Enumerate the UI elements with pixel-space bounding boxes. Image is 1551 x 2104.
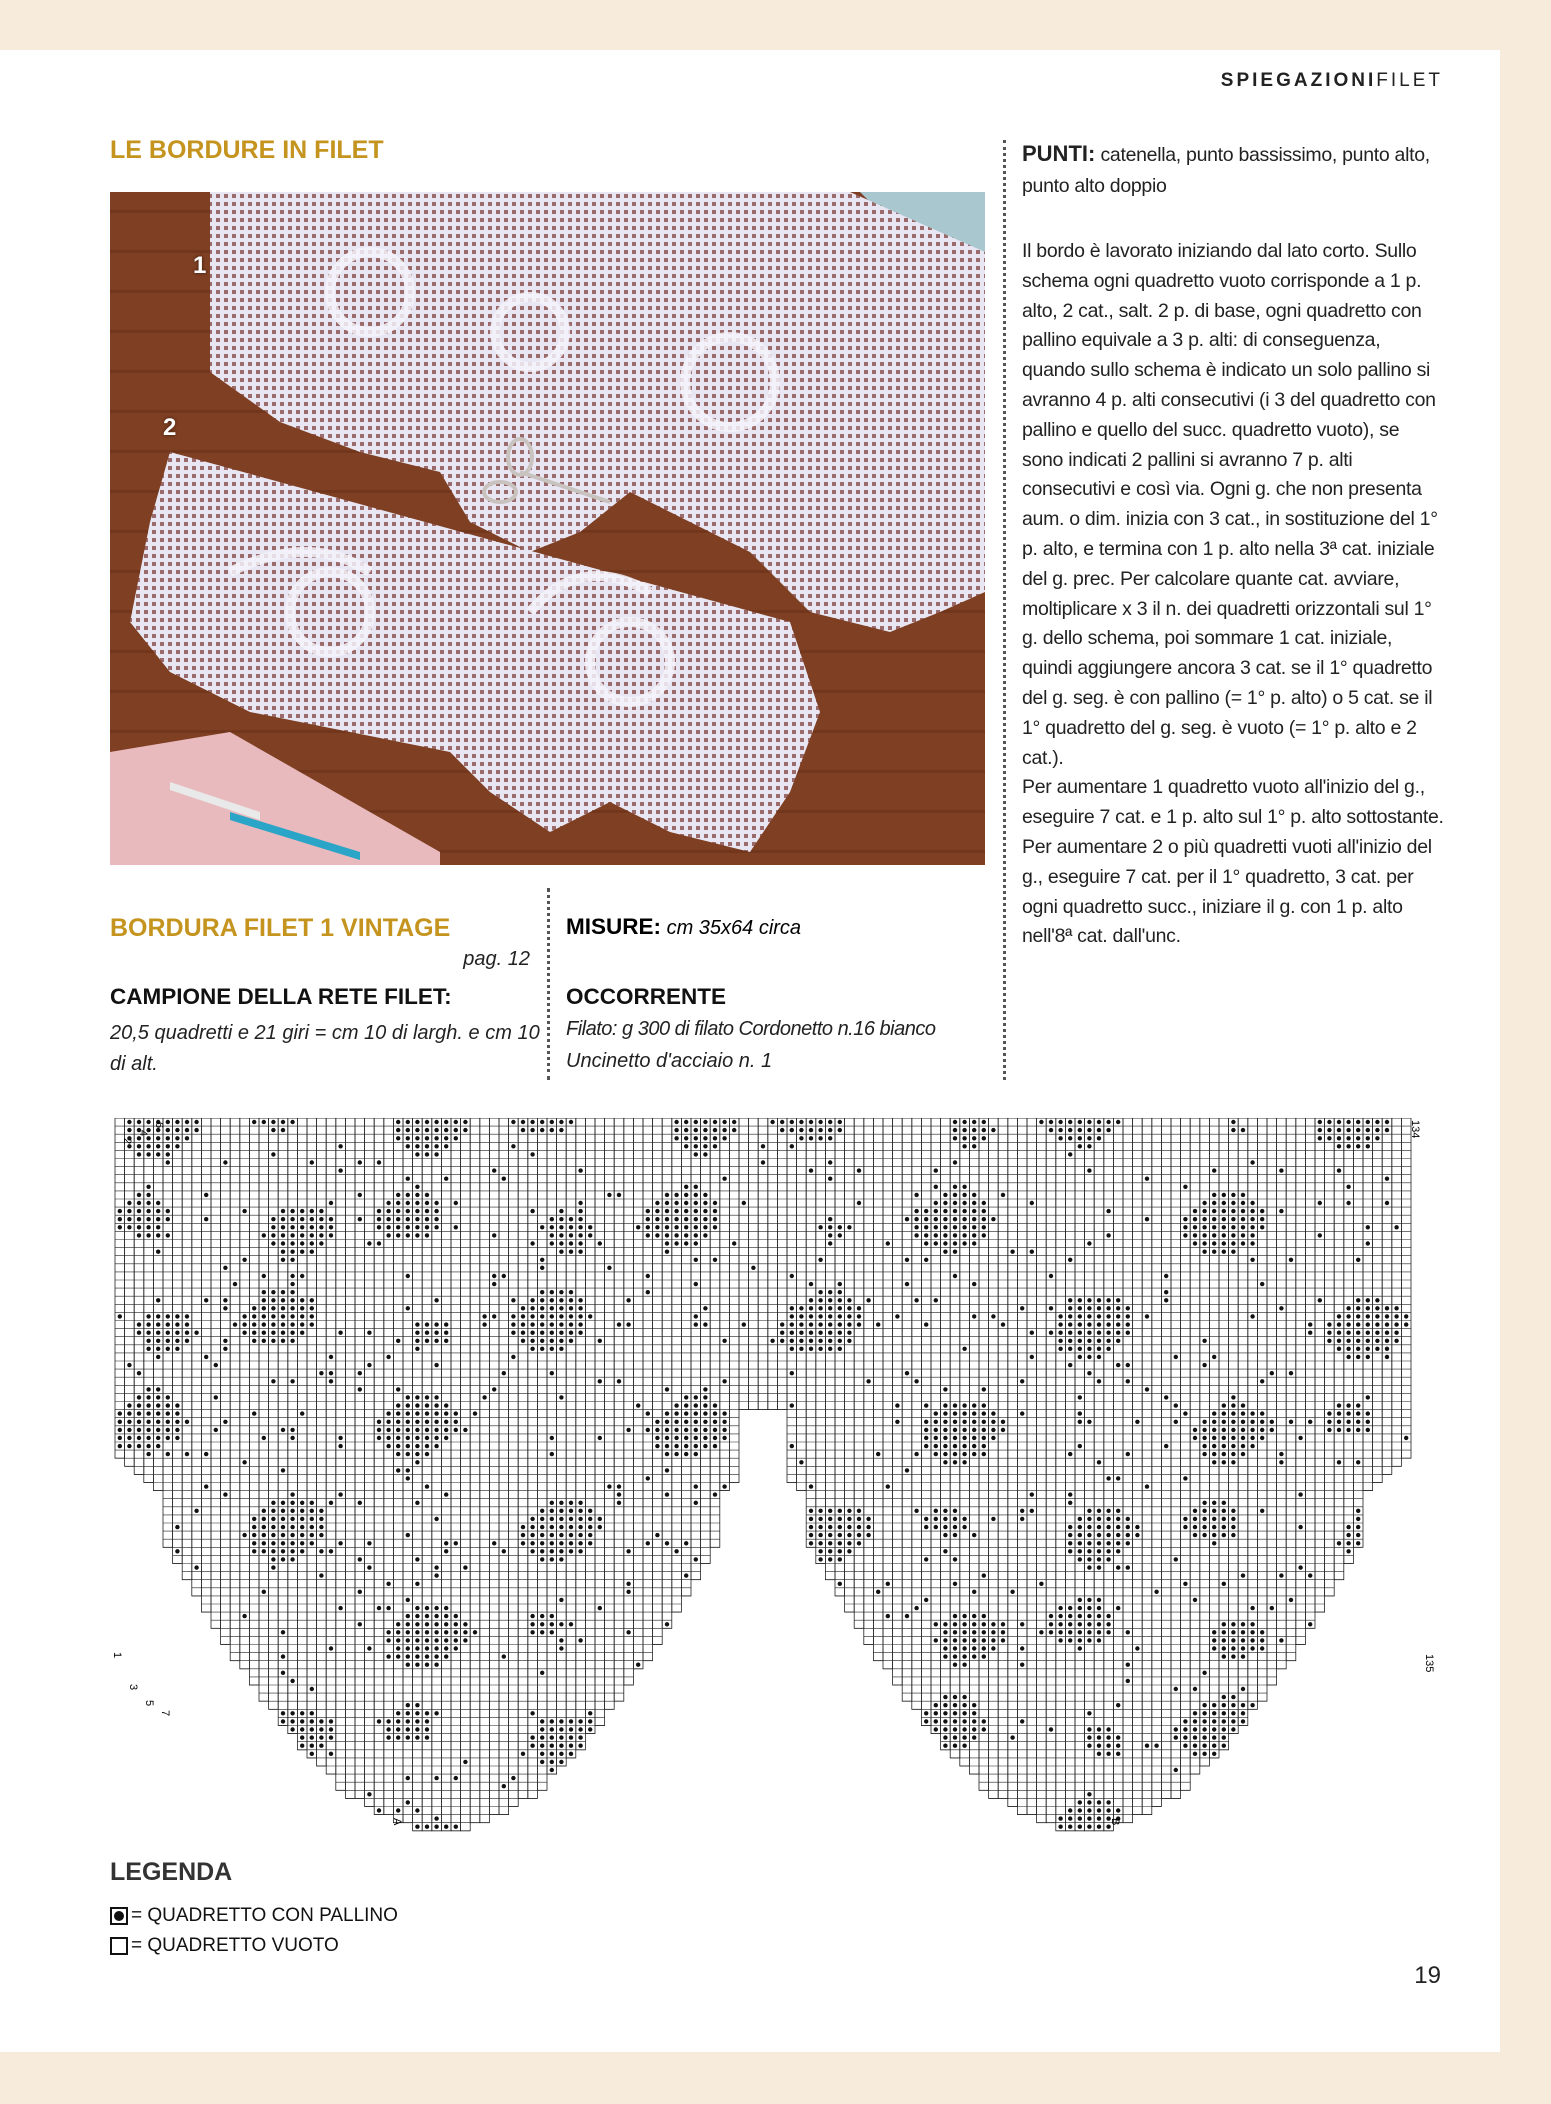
- header-section: SPIEGAZIONI: [1220, 70, 1377, 91]
- chart-cells: [115, 1118, 1411, 1831]
- empty-square-icon: [110, 1937, 128, 1955]
- legend-empty: [110, 1933, 339, 1959]
- bordura-title: BORDURA FILET 1 VINTAGE: [110, 914, 451, 942]
- legend-empty-label: = QUADRETTO VUOTO: [131, 1935, 339, 1956]
- chart-label-right-135: 135: [1423, 1654, 1435, 1673]
- chart-marker-a: A: [391, 1818, 403, 1826]
- page-reference: pag. 12: [463, 948, 530, 970]
- chart-label-top-6: 6: [153, 1122, 165, 1129]
- legend-filled-label: = QUADRETTO CON PALLINO: [131, 1905, 398, 1926]
- filet-chart-grid: [110, 1118, 1450, 1838]
- misure-line: [566, 914, 801, 940]
- page-number: 19: [1414, 1962, 1441, 1989]
- photo-label-2: 2: [163, 414, 177, 441]
- column-divider-right: [1003, 140, 1006, 1080]
- punti-block: [1022, 138, 1442, 202]
- running-header: [1221, 70, 1443, 92]
- filet-chart: [110, 1118, 1450, 1838]
- campione-text: 20,5 quadretti e 21 giri = cm 10 di largh. e cm 10 di alt.: [110, 1022, 540, 1075]
- chart-marker-b: B: [1109, 1818, 1121, 1826]
- punti-text: catenella, punto bassissimo, punto alto, punto alto doppio: [1022, 144, 1430, 197]
- instructions-paragraph-1: Il bordo è lavorato iniziando dal lato corto. Sullo schema ogni quadretto vuoto corrisponde a 1 p. alto, 2 cat., salt. 2 p. di base, ogni quadretto con pallino equivale a 3 p. alti: di conseguenza, quando sullo schema è indicato un solo pallino si avranno 4 p. alti consecutivi (i 3 del quadretto con pallino e quello del succ. quadretto vuoto), se sono indicati 2 pallini si avranno 7 p. alti consecutivi e così via. Ogni g. che non presenta aum. o dim. inizia con 3 cat., in sostituzione del 1° p. alto, e termina con 1 p. alto nella 3ª cat. iniziale del g. prec. Per calcolare quante cat. avviare, moltiplicare x 3 il n. dei quadretti orizzontali sul 1° g. dello schema, poi sommare 1 cat. iniziale, quindi aggiungere ancora 3 cat. se il 1° quadretto del g. seg. è con pallino (= 1° p. alto) o 5 cat. se il 1° quadretto del g. seg. è vuoto (= 1° p. alto e 2 cat.).: [1022, 240, 1438, 769]
- chart-label-left-5: 5: [143, 1700, 155, 1707]
- header-topic: FILET: [1376, 70, 1443, 91]
- filled-square-icon: [110, 1907, 128, 1925]
- misure-value: cm 35x64 circa: [666, 917, 802, 939]
- occorrente-uncinetto: Uncinetto d'acciaio n. 1: [566, 1050, 773, 1072]
- column-divider-middle: [547, 888, 550, 1080]
- chart-label-top-134: 134: [1409, 1120, 1421, 1139]
- chart-label-top-2: 2: [121, 1138, 133, 1145]
- punti-label: PUNTI:: [1022, 141, 1096, 166]
- chart-label-left-3: 3: [127, 1684, 139, 1691]
- instructions-paragraph-2: Per aumentare 1 quadretto vuoto all'inizio del g., eseguire 7 cat. e 1 p. alto sul 1° p. alto sottostante. Per aumentare 2 o più quadretti vuoti all'inizio del g., eseguire 7 cat. per il 1° quadretto, 3 cat. per ogni quadretto succ., iniziare il g. con 1 p. alto nell'8ª cat. dall'unc.: [1022, 776, 1444, 948]
- chart-label-top-4: 4: [137, 1130, 149, 1137]
- photo-label-1: 1: [193, 252, 207, 279]
- campione-title: CAMPIONE DELLA RETE FILET:: [110, 984, 452, 1009]
- chart-label-left-1: 1: [111, 1652, 123, 1659]
- section-title: LE BORDURE IN FILET: [110, 136, 384, 164]
- instructions-text: [1022, 237, 1444, 952]
- product-photo: [110, 192, 985, 865]
- legend-filled: [110, 1903, 398, 1929]
- occorrente-filato: Filato: g 300 di filato Cordonetto n.16 bianco: [566, 1018, 936, 1040]
- occorrente-title: OCCORRENTE: [566, 984, 727, 1009]
- legend-title: LEGENDA: [110, 1858, 233, 1886]
- chart-label-left-7: 7: [159, 1710, 171, 1717]
- misure-label: MISURE:: [566, 914, 661, 939]
